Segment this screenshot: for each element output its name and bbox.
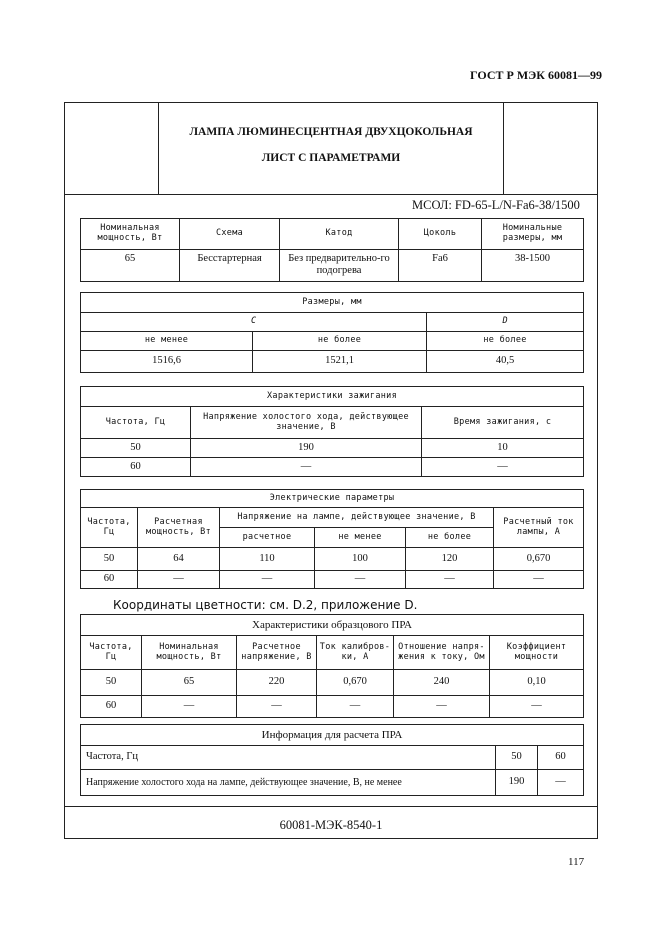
table-cell: 60	[538, 746, 584, 770]
table-cell: 50	[81, 548, 138, 571]
table-cell: 120	[406, 548, 494, 571]
table-cell: 50	[496, 746, 538, 770]
table-title: Информация для расчета ПРА	[81, 725, 584, 746]
table-cell: 64	[138, 548, 220, 571]
table-cell: —	[142, 696, 237, 718]
table-cell: 60	[81, 571, 138, 589]
header-divider-right	[503, 102, 504, 195]
table-cell: —	[538, 770, 584, 796]
header-cell: Цоколь	[399, 219, 482, 250]
table-cell: —	[237, 696, 317, 718]
table-cell: 100	[315, 548, 406, 571]
table-cell: 60	[81, 458, 191, 477]
header-cell: Отношение напря-жения к току, Ом	[394, 636, 490, 670]
table-cell: 50	[81, 439, 191, 458]
sub-header: не менее	[81, 332, 253, 351]
standard-number: ГОСТ Р МЭК 60081—99	[470, 68, 602, 82]
header-cell: Катод	[280, 219, 399, 250]
table-cell: Бесстартерная	[180, 250, 280, 282]
sub-header: не более	[253, 332, 427, 351]
header-cell: Ток калибров-ки, А	[317, 636, 394, 670]
table-cell: 190	[496, 770, 538, 796]
table-cell: Без предварительно-го подогрева	[280, 250, 399, 282]
table-title: Характеристики зажигания	[81, 387, 584, 407]
header-cell: Частота, Гц	[81, 407, 191, 439]
table-cell: 110	[220, 548, 315, 571]
electrical-table	[80, 489, 584, 589]
sheet-subtitle: ЛИСТ С ПАРАМЕТРАМИ	[261, 152, 401, 164]
sub-header: не более	[427, 332, 584, 351]
chromaticity-note: Координаты цветности: см. D.2, приложение D.	[113, 598, 418, 612]
table-cell: 38-1500	[482, 250, 584, 282]
page-number: 117	[568, 856, 585, 868]
header-divider-bottom	[64, 194, 598, 195]
table-cell: 240	[394, 670, 490, 696]
table-cell: —	[422, 458, 584, 477]
table-cell: —	[490, 696, 584, 718]
header-cell: Схема	[180, 219, 280, 250]
footer-divider	[64, 806, 598, 807]
table-cell: —	[317, 696, 394, 718]
header-cell: Коэффициент мощности	[490, 636, 584, 670]
header-cell: Напряжение на лампе, действующее значение, В	[220, 508, 494, 528]
table-title: Электрические параметры	[81, 490, 584, 508]
table-cell: 0,670	[494, 548, 584, 571]
document-code: 60081-МЭК-8540-1	[279, 818, 383, 832]
table-cell: —	[138, 571, 220, 589]
table-cell: 1521,1	[253, 351, 427, 373]
table-cell: 0,10	[490, 670, 584, 696]
table-cell: —	[394, 696, 490, 718]
table-cell: —	[191, 458, 422, 477]
header-cell: Частота, Гц	[81, 508, 138, 548]
ignition-table	[80, 386, 584, 477]
column-d: D	[427, 313, 584, 332]
header-cell: Частота, Гц	[81, 636, 142, 670]
main-parameters-table	[80, 218, 584, 282]
header-cell: Напряжение холостого хода, действующее значение, В	[191, 407, 422, 439]
dimensions-table	[80, 292, 584, 373]
sub-header: расчетное	[220, 528, 315, 548]
header-cell: Номинальные размеры, мм	[482, 219, 584, 250]
table-cell: 50	[81, 670, 142, 696]
table-cell: 40,5	[427, 351, 584, 373]
header-cell: Время зажигания, с	[422, 407, 584, 439]
table-cell: —	[406, 571, 494, 589]
mcol-designation: МСОЛ: FD-65-L/N-Fa6-38/1500	[412, 198, 580, 212]
table-cell: —	[494, 571, 584, 589]
table-cell: —	[315, 571, 406, 589]
table-cell: 65	[81, 250, 180, 282]
sub-header: не более	[406, 528, 494, 548]
table-cell: 1516,6	[81, 351, 253, 373]
info-table	[80, 724, 584, 796]
table-title: Характеристики образцового ПРА	[81, 615, 584, 636]
sub-header: не менее	[315, 528, 406, 548]
header-cell: Номинальная мощность, Вт	[142, 636, 237, 670]
header-divider-left	[158, 102, 159, 195]
table-cell: —	[220, 571, 315, 589]
table-cell: 190	[191, 439, 422, 458]
header-cell: Расчетная мощность, Вт	[138, 508, 220, 548]
column-c: C	[81, 313, 427, 332]
header-cell: Расчетный ток лампы, А	[494, 508, 584, 548]
row-label: Частота, Гц	[81, 746, 496, 770]
table-cell: 220	[237, 670, 317, 696]
table-cell: 60	[81, 696, 142, 718]
ballast-table	[80, 614, 584, 718]
table-title: Размеры, мм	[81, 293, 584, 313]
table-cell: 65	[142, 670, 237, 696]
row-label: Напряжение холостого хода на лампе, действующее значение, В, не менее	[81, 770, 496, 796]
sheet-title: ЛАМПА ЛЮМИНЕСЦЕНТНАЯ ДВУХЦОКОЛЬНАЯ	[189, 126, 473, 138]
table-cell: 0,670	[317, 670, 394, 696]
table-cell: 10	[422, 439, 584, 458]
header-cell: Номинальная мощность, Вт	[81, 219, 180, 250]
header-cell: Расчетное напряжение, В	[237, 636, 317, 670]
table-cell: Fa6	[399, 250, 482, 282]
